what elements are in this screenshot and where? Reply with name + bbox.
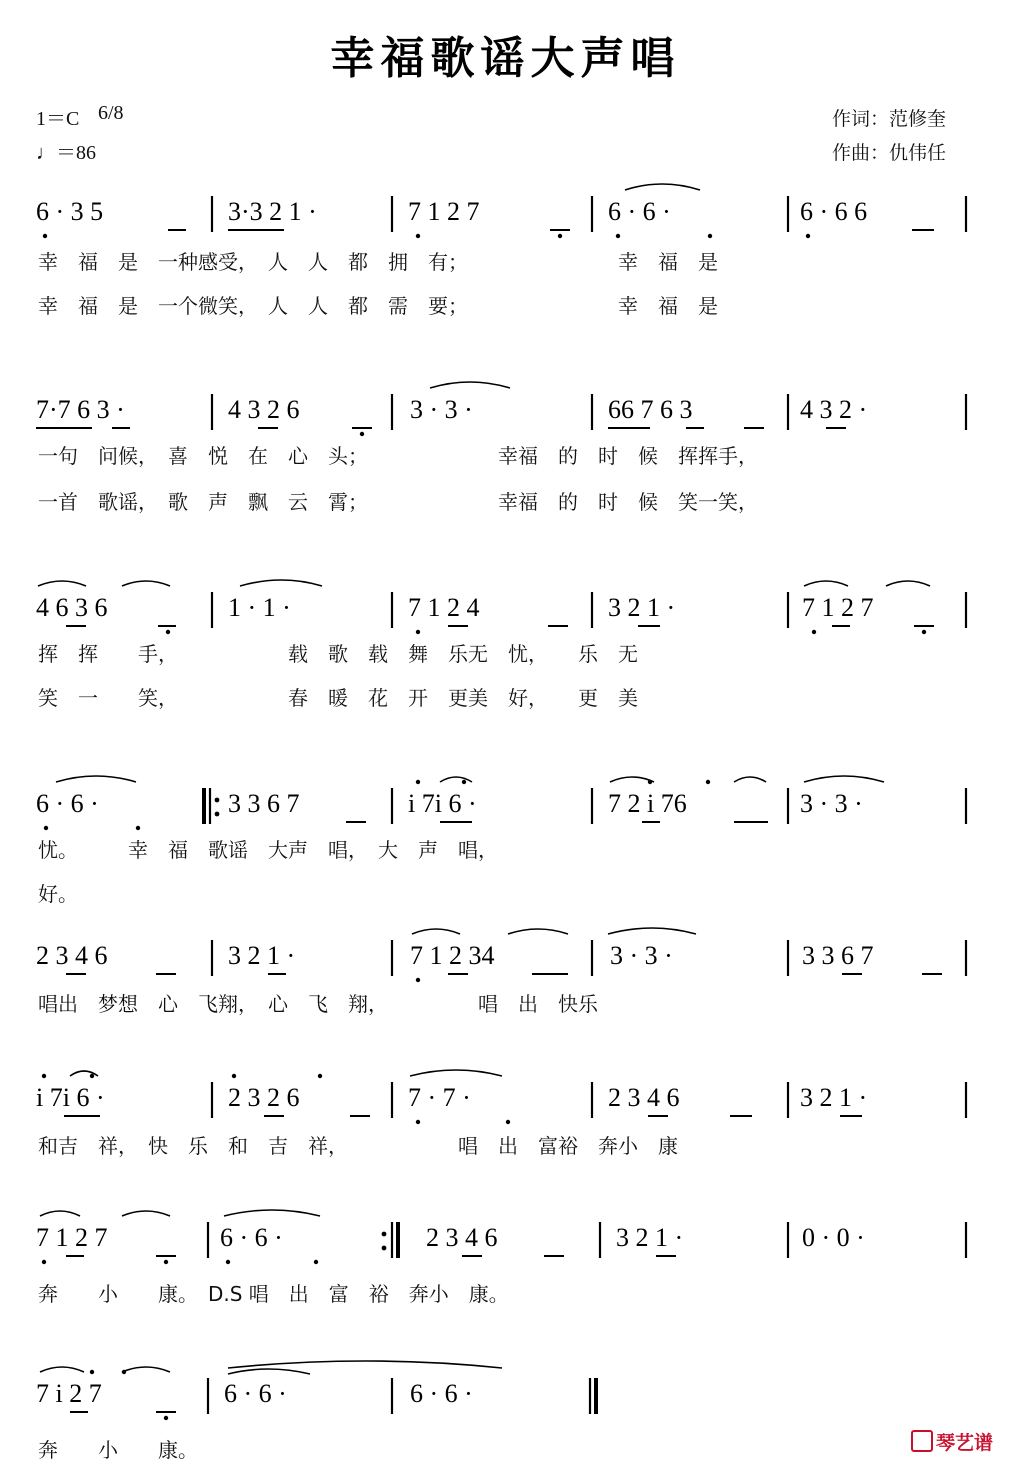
measure-2-3: 3 · 3 · — [410, 395, 473, 424]
measure-5-2: 3 2 1 · — [228, 941, 296, 970]
measure-1-2: 3·3 2 1 · — [228, 197, 317, 226]
measure-7-1: 7 1 2 7 — [36, 1223, 108, 1252]
measure-5-4: 3 · 3 · — [610, 941, 673, 970]
measure-6-5: 3 2 1 · — [800, 1083, 868, 1112]
measure-6-1: i 7i 6 · — [36, 1083, 105, 1112]
measure-6-3: 7 · 7 · — [408, 1083, 471, 1112]
measure-3-5: 7 1 2 7 — [802, 593, 874, 622]
measure-4-1: 6 · 6 · — [36, 789, 99, 818]
lyrics-verse-2: 一首 歌谣， 歌 声 飘 云 霄； 幸福 的 时 候 笑一笑， — [38, 490, 758, 514]
composer-credit: 作曲：仇伟任 — [832, 142, 947, 164]
tempo-marking: ♩＝86 — [36, 142, 96, 164]
lyrics-verse-1: 挥 挥 手， 载 歌 载 舞 乐无 忧， 乐 无 — [38, 642, 638, 666]
measure-6-4: 2 3 4 6 — [608, 1083, 680, 1112]
time-signature: 6/8 — [98, 102, 124, 124]
logo-mark-icon — [911, 1430, 933, 1452]
measure-6-2: 2 3 2 6 — [228, 1083, 300, 1112]
lyrics-verse-1: 奔 小 康。 D.S 唱 出 富 裕 奔小 康。 — [38, 1282, 509, 1306]
measure-3-2: 1 · 1 · — [228, 593, 291, 622]
measure-8-2: 6 · 6 · — [224, 1379, 287, 1408]
lyrics-verse-1: 一句 问候， 喜 悦 在 心 头； 幸福 的 时 候 挥挥手， — [38, 444, 758, 468]
measure-2-2: 4 3 2 6 — [228, 395, 300, 424]
watermark-text: 琴艺谱 — [935, 1432, 993, 1454]
lyricist-credit: 作词：范修奎 — [832, 108, 947, 130]
measure-8-3: 6 · 6 · — [410, 1379, 473, 1408]
measure-8-1: 7 i 2 7 — [36, 1379, 102, 1408]
measure-1-4: 6 · 6 · — [608, 197, 671, 226]
lyrics-verse-2: 幸 福 是 一个微笑， 人 人 都 需 要； 幸 福 是 — [38, 294, 718, 318]
lyrics-verse-2: 好。 — [38, 882, 78, 906]
measure-2-1: 7·7 6 3 · — [36, 395, 125, 424]
measure-4-3: i 7i 6 · — [408, 789, 477, 818]
measure-4-4: 7 2 i 76 — [608, 789, 687, 818]
measure-4-5: 3 · 3 · — [800, 789, 863, 818]
measure-5-3: 7 1 2 34 — [410, 941, 495, 970]
system-8-barlines — [0, 1378, 1011, 1428]
measure-5-5: 3 3 6 7 — [802, 941, 874, 970]
lyrics-verse-1: 奔 小 康。 — [38, 1438, 198, 1462]
measure-1-5: 6 · 6 6 — [800, 197, 868, 226]
measure-1-1: 6 · 3 5 — [36, 197, 104, 226]
measure-7-2: 6 · 6 · — [220, 1223, 283, 1252]
measure-3-4: 3 2 1 · — [608, 593, 676, 622]
song-title: 幸福歌谣大声唱 — [330, 33, 681, 84]
lyrics-verse-1: 和吉 祥， 快 乐 和 吉 祥， 唱 出 富裕 奔小 康 — [38, 1134, 678, 1158]
measure-4-2: 3 3 6 7 — [228, 789, 300, 818]
measure-2-5: 4 3 2 · — [800, 395, 868, 424]
key-signature: 1＝C — [36, 108, 80, 130]
watermark-logo — [911, 1428, 993, 1455]
measure-3-3: 7 1 2 4 — [408, 593, 480, 622]
lyrics-verse-2: 笑 一 笑， 春 暖 花 开 更美 好， 更 美 — [38, 686, 638, 710]
measure-1-3: 7 1 2 7 — [408, 197, 480, 226]
lyrics-verse-1: 幸 福 是 一种感受， 人 人 都 拥 有； 幸 福 是 — [38, 250, 718, 274]
measure-3-1: 4 6 3 6 — [36, 593, 108, 622]
lyrics-verse-1: 唱出 梦想 心 飞翔， 心 飞 翔， 唱 出 快乐 — [38, 992, 598, 1016]
measure-7-4: 3 2 1 · — [616, 1223, 684, 1252]
measure-2-4: 66 7 6 3 — [608, 395, 693, 424]
measure-5-1: 2 3 4 6 — [36, 941, 108, 970]
lyrics-verse-1: 忧。 幸 福 歌谣 大声 唱， 大 声 唱， — [38, 838, 498, 862]
measure-7-5: 0 · 0 · — [802, 1223, 865, 1252]
measure-7-3: 2 3 4 6 — [426, 1223, 498, 1252]
